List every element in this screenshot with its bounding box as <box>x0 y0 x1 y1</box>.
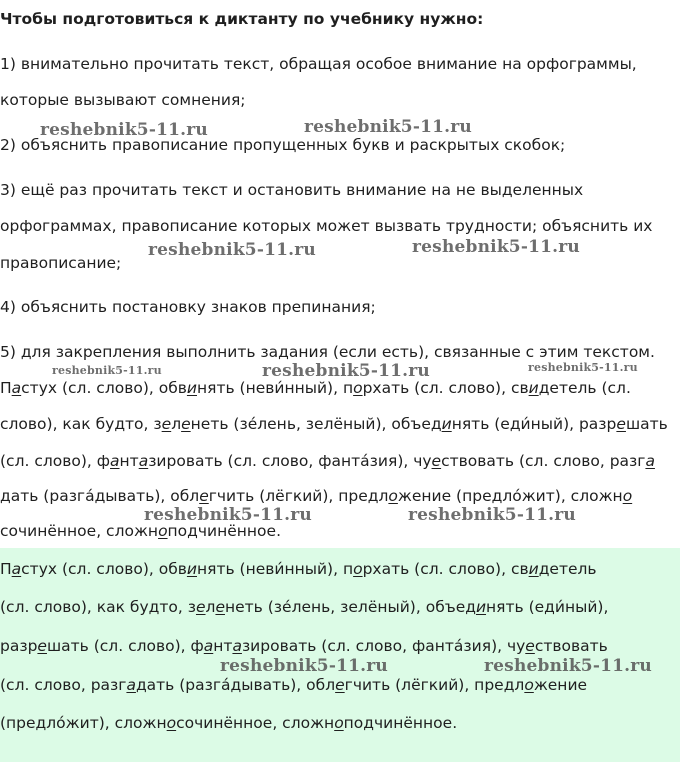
watermark: reshebnik5-11.ru <box>52 364 162 377</box>
answer-line-4: (сл. слово, разгадать (разга́дывать), облегчить (лёгкий), предложение <box>0 676 588 694</box>
watermark: reshebnik5-11.ru <box>148 240 316 260</box>
step-1-cont: которые вызывают сомнения; <box>0 91 246 109</box>
watermark: reshebnik5-11.ru <box>262 361 430 381</box>
heading: Чтобы подготовиться к диктанту по учебнику нужно: <box>0 10 484 28</box>
watermark: reshebnik5-11.ru <box>40 120 208 140</box>
watermark: reshebnik5-11.ru <box>220 656 388 676</box>
step-2: 2) объяснить правописание пропущенных букв и раскрытых скобок; <box>0 136 566 154</box>
watermark: reshebnik5-11.ru <box>484 656 652 676</box>
watermark: reshebnik5-11.ru <box>412 237 580 257</box>
step-5: 5) для закрепления выполнить задания (если есть), связанные с этим текстом. <box>0 343 655 361</box>
passage-line-1: Пастух (сл. слово), обвинять (неви́нный), порхать (сл. слово), свидетель (сл. <box>0 379 631 397</box>
passage-line-4: дать (разга́дывать), облегчить (лёгкий), предложение (предло́жит), сложно <box>0 487 633 505</box>
watermark: reshebnik5-11.ru <box>528 361 638 374</box>
watermark: reshebnik5-11.ru <box>408 505 576 525</box>
passage-line-2: слово), как будто, зеленеть (зе́лень, зелёный), объединять (еди́ный), разрешать <box>0 415 668 433</box>
watermark: reshebnik5-11.ru <box>144 505 312 525</box>
passage-line-3: (сл. слово), фантазировать (сл. слово, фанта́зия), чуествовать (сл. слово, разга <box>0 452 655 470</box>
answer-line-5: (предло́жит), сложносочинённое, сложноподчинённое. <box>0 714 458 732</box>
step-3-cont: орфограммах, правописание которых может вызвать трудности; объяснить их <box>0 217 653 235</box>
answer-line-1: Пастух (сл. слово), обвинять (неви́нный), порхать (сл. слово), свидетель <box>0 560 597 578</box>
step-3-end: правописание; <box>0 254 122 272</box>
step-1: 1) внимательно прочитать текст, обращая особое внимание на орфограммы, <box>0 55 637 73</box>
passage-line-5: сочинённое, сложноподчинённое. <box>0 522 281 540</box>
step-3: 3) ещё раз прочитать текст и остановить внимание на не выделенных <box>0 181 584 199</box>
watermark: reshebnik5-11.ru <box>304 117 472 137</box>
answer-line-2: (сл. слово), как будто, зеленеть (зе́лень, зелёный), объединять (еди́ный), <box>0 598 609 616</box>
step-4: 4) объяснить постановку знаков препинания; <box>0 298 376 316</box>
answer-line-3: разрешать (сл. слово), фантазировать (сл. слово, фанта́зия), чуествовать <box>0 637 608 655</box>
